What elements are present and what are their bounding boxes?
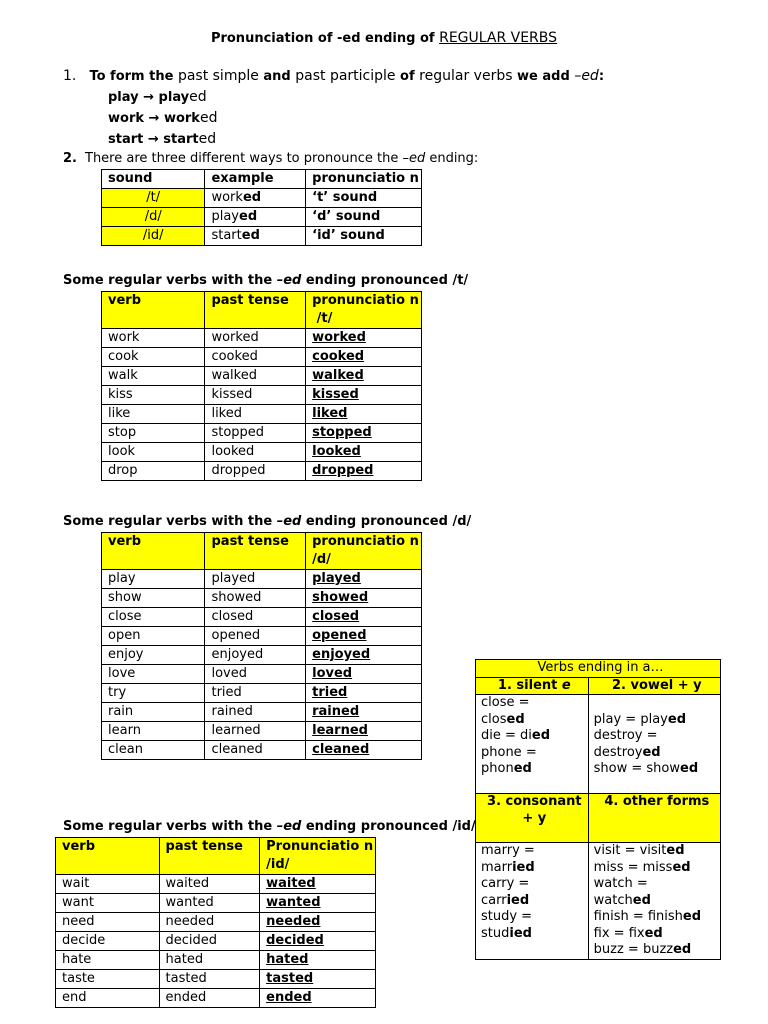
table-row [102, 329, 422, 348]
side-table: Verbs ending in a… 1. silent e 2. vowel + y close = closed die = died phone = phoned play = played destroy = destroyed show = showed 3. consonant + y 4. other forms marry = married carry = carried study = studied visit = visited miss = missed watch = watched finish = finished fix = fixed buzz = buzzed [475, 659, 721, 960]
side-line: phoned [481, 761, 532, 776]
verb-cell: wait [56, 875, 160, 894]
page-title: Pronunciation of -ed ending of REGULAR VERBS [210, 30, 558, 46]
side-line: studied [481, 925, 532, 941]
pronunciation-cell: ended [260, 989, 376, 1008]
side-line: die = died [481, 728, 551, 743]
side-line: closed [481, 711, 525, 727]
ways-table: sound example pronunciatio n /t/ worked ‘t’ sound /d/ played ‘d’ sound /id/ started ‘id’ sound [101, 169, 422, 246]
side-line: married [481, 859, 535, 875]
pronunciation-cell: enjoyed [306, 646, 422, 665]
rule-2: 2. There are three different ways to pronounce the –ed ending: [63, 151, 479, 166]
verb-cell: need [56, 913, 160, 932]
side-line: watched [593, 892, 651, 908]
table-row [102, 665, 422, 684]
pronunciation-cell: wanted [260, 894, 376, 913]
past-tense-cell: decided [159, 932, 260, 951]
pronunciation-cell: looked [306, 443, 422, 462]
example-work: work → worked [108, 110, 218, 126]
side-line: close = [481, 695, 530, 710]
pronunciation-cell: decided [260, 932, 376, 951]
side-line: buzz = buzzed [593, 942, 692, 957]
verb-cell: work [102, 329, 205, 348]
verb-cell: close [102, 608, 205, 627]
table-row [102, 741, 422, 760]
pronunciation-cell: showed [306, 589, 422, 608]
example-play: play → played [108, 89, 207, 105]
table-row [102, 443, 422, 462]
past-tense-cell: dropped [205, 462, 306, 481]
side-line: carry = [481, 876, 530, 891]
verb-cell: enjoy [102, 646, 205, 665]
pronunciation-cell: opened [306, 627, 422, 646]
side-line: destroy = [593, 728, 658, 743]
past-tense-cell: tried [205, 684, 306, 703]
past-tense-cell: cooked [205, 348, 306, 367]
side-line: finish = finished [593, 909, 702, 924]
table-row [102, 646, 422, 665]
pronunciation-cell: walked [306, 367, 422, 386]
pronunciation-cell: needed [260, 913, 376, 932]
pronunciation-cell: tried [306, 684, 422, 703]
past-tense-cell: waited [159, 875, 260, 894]
verb-cell: love [102, 665, 205, 684]
table-row [102, 424, 422, 443]
table-row [56, 913, 376, 932]
side-line: fix = fixed [593, 925, 663, 941]
table-row [56, 970, 376, 989]
past-tense-cell: hated [159, 951, 260, 970]
table-row [56, 932, 376, 951]
side-line: visit = visited [593, 843, 685, 858]
table-row [102, 608, 422, 627]
side-line: watch = [593, 876, 648, 891]
pronunciation-cell: closed [306, 608, 422, 627]
past-tense-cell: ended [159, 989, 260, 1008]
table-row [102, 570, 422, 589]
past-tense-cell: liked [205, 405, 306, 424]
past-tense-cell: walked [205, 367, 306, 386]
side-line: marry = [481, 843, 535, 858]
side-line: destroyed [593, 744, 661, 760]
past-tense-cell: learned [205, 722, 306, 741]
table-row [56, 989, 376, 1008]
verb-cell: like [102, 405, 205, 424]
pronunciation-cell: waited [260, 875, 376, 894]
past-tense-cell: closed [205, 608, 306, 627]
pronunciation-cell: tasted [260, 970, 376, 989]
pronunciation-cell: stopped [306, 424, 422, 443]
rule-1: 1. To form the past simple and past participle of regular verbs we add –ed: [63, 68, 605, 84]
table-row [56, 875, 376, 894]
section-id-heading: Some regular verbs with the –ed ending pronounced /id/ [63, 819, 476, 834]
table-row [102, 703, 422, 722]
verb-cell: play [102, 570, 205, 589]
past-tense-cell: stopped [205, 424, 306, 443]
verb-cell: learn [102, 722, 205, 741]
pronunciation-cell: cleaned [306, 741, 422, 760]
t-table: verb past tense pronunciatio n /t/ work worked worked cook cooked cooked walk walked walked kiss kissed kissed like liked liked stop stopped stopped look looked looked drop dropped dropped [101, 291, 422, 481]
pronunciation-cell: kissed [306, 386, 422, 405]
verb-cell: cook [102, 348, 205, 367]
side-line: show = showed [593, 761, 699, 776]
table-row [56, 894, 376, 913]
side-line: play = played [593, 711, 686, 727]
table-row [102, 589, 422, 608]
pronunciation-cell: liked [306, 405, 422, 424]
past-tense-cell: wanted [159, 894, 260, 913]
verb-cell: taste [56, 970, 160, 989]
verb-cell: try [102, 684, 205, 703]
pronunciation-cell: cooked [306, 348, 422, 367]
side-line: study = [481, 909, 533, 924]
verb-cell: clean [102, 741, 205, 760]
side-line [594, 695, 720, 712]
example-start: start → started [108, 131, 217, 147]
verb-cell: hate [56, 951, 160, 970]
verb-cell: drop [102, 462, 205, 481]
verb-cell: rain [102, 703, 205, 722]
verb-cell: decide [56, 932, 160, 951]
pronunciation-cell: played [306, 570, 422, 589]
pronunciation-cell: dropped [306, 462, 422, 481]
side-line: carried [481, 892, 530, 908]
table-row [102, 462, 422, 481]
past-tense-cell: played [205, 570, 306, 589]
verb-cell: stop [102, 424, 205, 443]
past-tense-cell: tasted [159, 970, 260, 989]
past-tense-cell: looked [205, 443, 306, 462]
section-t-heading: Some regular verbs with the –ed ending pronounced /t/ [63, 273, 469, 288]
section-d-heading: Some regular verbs with the –ed ending pronounced /d/ [63, 514, 472, 529]
past-tense-cell: showed [205, 589, 306, 608]
verb-cell: open [102, 627, 205, 646]
side-line: miss = missed [593, 859, 691, 875]
verb-cell: end [56, 989, 160, 1008]
past-tense-cell: opened [205, 627, 306, 646]
verb-cell: kiss [102, 386, 205, 405]
side-line: phone = [481, 744, 537, 760]
verb-cell: show [102, 589, 205, 608]
past-tense-cell: cleaned [205, 741, 306, 760]
table-row [102, 405, 422, 424]
d-table: verb past tense pronunciatio n /d/ play played played show showed showed close closed closed open opened opened enjoy enjoyed enjoyed love loved loved try tried tried rain rained rained learn learned learned clean cleaned cleaned [101, 532, 422, 760]
table-row [102, 722, 422, 741]
past-tense-cell: loved [205, 665, 306, 684]
table-row [102, 627, 422, 646]
past-tense-cell: rained [205, 703, 306, 722]
past-tense-cell: kissed [205, 386, 306, 405]
verb-cell: look [102, 443, 205, 462]
table-row [102, 386, 422, 405]
table-row [102, 684, 422, 703]
table-row [102, 348, 422, 367]
verb-cell: walk [102, 367, 205, 386]
pronunciation-cell: loved [306, 665, 422, 684]
past-tense-cell: needed [159, 913, 260, 932]
table-row [102, 367, 422, 386]
past-tense-cell: worked [205, 329, 306, 348]
pronunciation-cell: learned [306, 722, 422, 741]
title-underlined: REGULAR VERBS [439, 30, 558, 46]
verb-cell: want [56, 894, 160, 913]
past-tense-cell: enjoyed [205, 646, 306, 665]
table-row [56, 951, 376, 970]
pronunciation-cell: hated [260, 951, 376, 970]
pronunciation-cell: rained [306, 703, 422, 722]
pronunciation-cell: worked [306, 329, 422, 348]
id-table: verb past tense Pronunciatio n /id/ wait waited waited want wanted wanted need needed needed decide decided decided hate hated hated taste tasted tasted end ended ended [55, 837, 376, 1008]
